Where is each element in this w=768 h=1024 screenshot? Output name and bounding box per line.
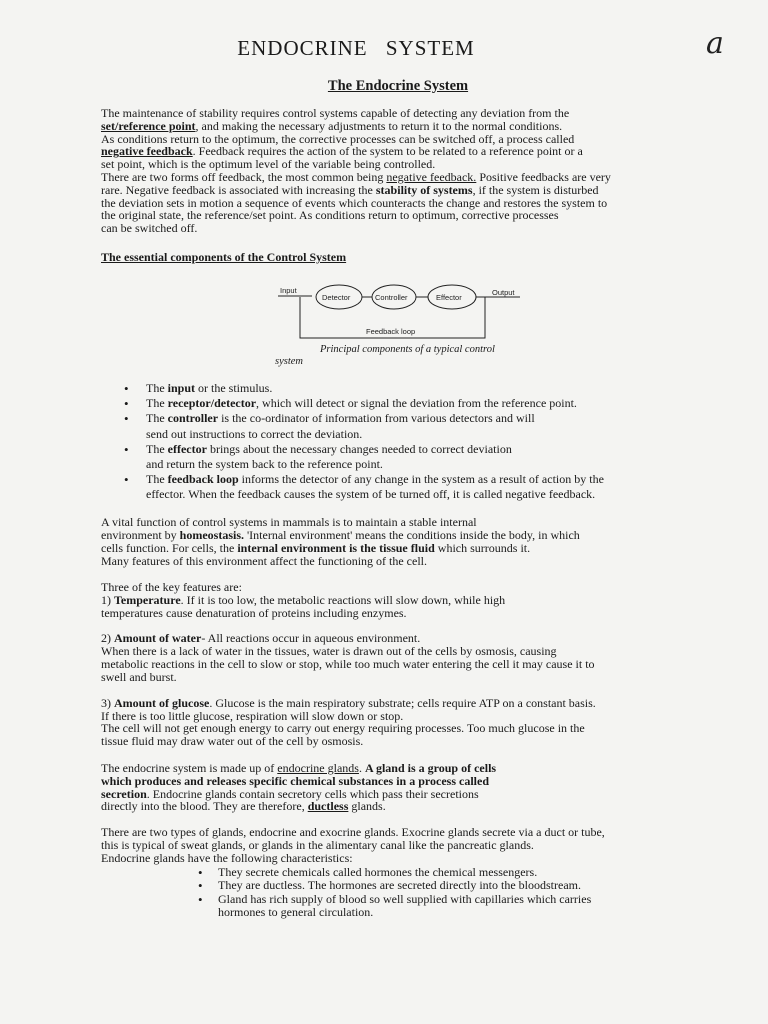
item-text: is the co-ordinator of information from various detectors and will <box>218 411 535 426</box>
term-stability: stability of systems <box>375 182 473 197</box>
intro-line: the deviation sets in motion a sequence of events which counteracts the change and restores the system to <box>101 195 608 210</box>
paragraph-line: Endocrine glands have the following characteristics: <box>101 850 353 865</box>
feature-line: temperatures cause denaturation of proteins including enzymes. <box>101 606 407 620</box>
intro-text: Positive feedbacks are very <box>476 169 611 184</box>
paragraph-line: this is typical of sweat glands, or glands in the alimentary canal like the pancreatic glands. <box>101 837 534 852</box>
feature-number: 3) <box>101 696 114 710</box>
list-item <box>124 472 704 502</box>
endocrine-characteristics-list <box>198 866 668 920</box>
homeostasis-paragraph <box>101 516 697 568</box>
feature-glucose-block <box>101 697 697 747</box>
intro-text: There are two forms off feedback, the most common being <box>101 169 387 184</box>
term-negative-feedback: negative feedback <box>101 144 193 159</box>
paragraph-line <box>101 800 697 813</box>
feature-term: Temperature <box>114 593 181 607</box>
item-text: hormones to general circulation. <box>218 905 374 920</box>
term-negative-feedback-2: negative feedback. <box>386 169 477 184</box>
handwritten-mark: a <box>706 26 724 61</box>
intro-line: can be switched off. <box>101 221 198 236</box>
diagram-controller-label: Controller <box>375 293 408 302</box>
feature-term: Amount of glucose <box>114 696 210 710</box>
item-text: The <box>146 441 168 456</box>
paragraph-line <box>101 762 697 775</box>
paragraph-text: directly into the blood. They are therefore, <box>101 799 308 814</box>
item-text: , which will detect or signal the deviation from the reference point. <box>256 396 577 411</box>
gland-definition: A gland is a group of cells <box>364 761 497 775</box>
components-list <box>124 381 704 503</box>
item-text: The <box>146 411 168 426</box>
feature-line: metabolic reactions in the cell to slow or stop, while too much water entering the cell it may cause it to <box>101 657 595 671</box>
control-system-heading: The essential components of the Control System <box>101 250 347 264</box>
list-item <box>124 411 704 441</box>
term-set-point: set/reference point <box>101 118 196 133</box>
paragraph-text: The endocrine system is made up of <box>101 761 278 775</box>
feature-text: . Glucose is the main respiratory substrate; cells require ATP on a constant basis. <box>209 696 596 710</box>
term-internal-environment: internal environment is the tissue fluid <box>237 541 435 555</box>
gland-definition: which produces and releases specific chemical substances in a process called <box>101 773 489 788</box>
list-item: • They are ductless. The hormones are secreted directly into the bloodstream. <box>198 879 668 892</box>
diagram-caption: Principal components of a typical control <box>320 344 495 355</box>
feature-text: . If it is too low, the metabolic reactions will slow down, while high <box>180 593 506 607</box>
item-text: send out instructions to correct the deviation. <box>146 426 363 441</box>
item-term: input <box>167 381 196 395</box>
item-text: The <box>146 396 168 411</box>
item-text: and return the system back to the reference point. <box>146 457 383 472</box>
feature-line: tissue fluid may draw water out of the cell by osmosis. <box>101 733 364 748</box>
term-ductless: ductless <box>307 799 349 814</box>
list-item: • They secrete chemicals called hormones the chemical messengers. <box>198 866 668 879</box>
feature-water-block <box>101 632 697 684</box>
paragraph-text: glands. <box>348 799 386 814</box>
intro-text: , if the system is disturbed <box>472 182 599 197</box>
paragraph-line: There are two types of glands, endocrine and exocrine glands. Exocrine glands secrete via a duct or tube, <box>101 825 605 839</box>
item-text: or the stimulus. <box>195 381 273 395</box>
item-text: The <box>146 381 168 395</box>
intro-text: . Feedback requires the action of the system to be related to a reference point or a <box>192 144 583 159</box>
control-system-diagram <box>270 280 530 342</box>
list-item <box>124 442 704 472</box>
item-text: brings about the necessary changes needed to correct deviation <box>206 441 512 456</box>
feature-term: Amount of water <box>114 631 202 645</box>
list-item <box>198 893 668 920</box>
paragraph-text: which surrounds it. <box>434 541 531 555</box>
item-term: controller <box>167 411 219 426</box>
feature-line: When there is a lack of water in the tissues, water is drawn out of the cells by osmosis, causing <box>101 644 557 658</box>
glands-paragraph <box>101 762 697 813</box>
term-homeostasis: homeostasis. <box>179 528 244 542</box>
paragraph-text: cells function. For cells, the <box>101 541 238 555</box>
intro-line: the original state, the reference/set point. As conditions return to optimum, corrective processes <box>101 208 559 223</box>
item-text: Gland has rich supply of blood so well supplied with capillaries which carries <box>218 891 592 906</box>
paragraph-line: Many features of this environment affect the functioning of the cell. <box>101 554 428 568</box>
paragraph-text: . <box>358 761 365 775</box>
diagram-effector-label: Effector <box>436 293 462 302</box>
item-text: informs the detector of any change in the system as a result of action by the <box>238 472 604 487</box>
key-features-block <box>101 581 697 620</box>
item-text: effector. When the feedback causes the system of be turned off, it is called negative feedback. <box>146 487 596 502</box>
feature-line: If there is too little glucose, respiration will slow down or stop. <box>101 708 404 723</box>
intro-line: As conditions return to the optimum, the corrective processes can be switched off, a process called <box>101 131 575 146</box>
feature-number: 2) <box>101 631 114 645</box>
intro-text: rare. Negative feedback is associated with increasing the <box>101 182 376 197</box>
intro-line: set point, which is the optimum level of the variable being controlled. <box>101 157 436 172</box>
diagram-input-label: Input <box>280 286 297 295</box>
feature-line: swell and burst. <box>101 670 177 684</box>
intro-text: , and making the necessary adjustments to return it to the normal conditions. <box>195 118 563 133</box>
item-term: receptor/detector <box>167 396 257 411</box>
list-item <box>124 381 704 396</box>
intro-line <box>101 184 697 197</box>
feature-line: The cell will not get enough energy to carry out energy requiring processes. Too much glucose in the <box>101 721 585 736</box>
diagram-detector-label: Detector <box>322 293 351 302</box>
list-item <box>124 396 704 411</box>
feature-text: - All reactions occur in aqueous environment. <box>201 631 421 645</box>
term-endocrine-glands: endocrine glands <box>277 761 359 775</box>
intro-line <box>101 120 697 133</box>
feature-glucose <box>101 697 697 710</box>
features-intro: Three of the key features are: <box>101 580 242 594</box>
item-text: The <box>146 472 168 487</box>
diagram-feedback-label: Feedback loop <box>366 327 416 336</box>
intro-paragraph <box>101 107 697 235</box>
diagram-output-label: Output <box>492 288 515 297</box>
paragraph-text: 'Internal environment' means the conditions inside the body, in which <box>244 528 580 542</box>
paragraph-line: A vital function of control systems in mammals is to maintain a stable internal <box>101 515 477 529</box>
paragraph-text: environment by <box>101 528 180 542</box>
item-term: feedback loop <box>167 472 239 487</box>
gland-types-paragraph <box>101 826 697 864</box>
term-secretion: secretion <box>101 786 147 801</box>
page-title: ENDOCRINE SYSTEM <box>237 36 475 60</box>
intro-line: The maintenance of stability requires control systems capable of detecting any deviation from the <box>101 106 570 120</box>
item-term: effector <box>167 441 207 456</box>
section-title: The Endocrine System <box>327 78 469 94</box>
feature-number: 1) <box>101 593 114 607</box>
diagram-caption: system <box>275 356 303 367</box>
paragraph-text: . Endocrine glands contain secretory cells which pass their secretions <box>146 786 479 801</box>
